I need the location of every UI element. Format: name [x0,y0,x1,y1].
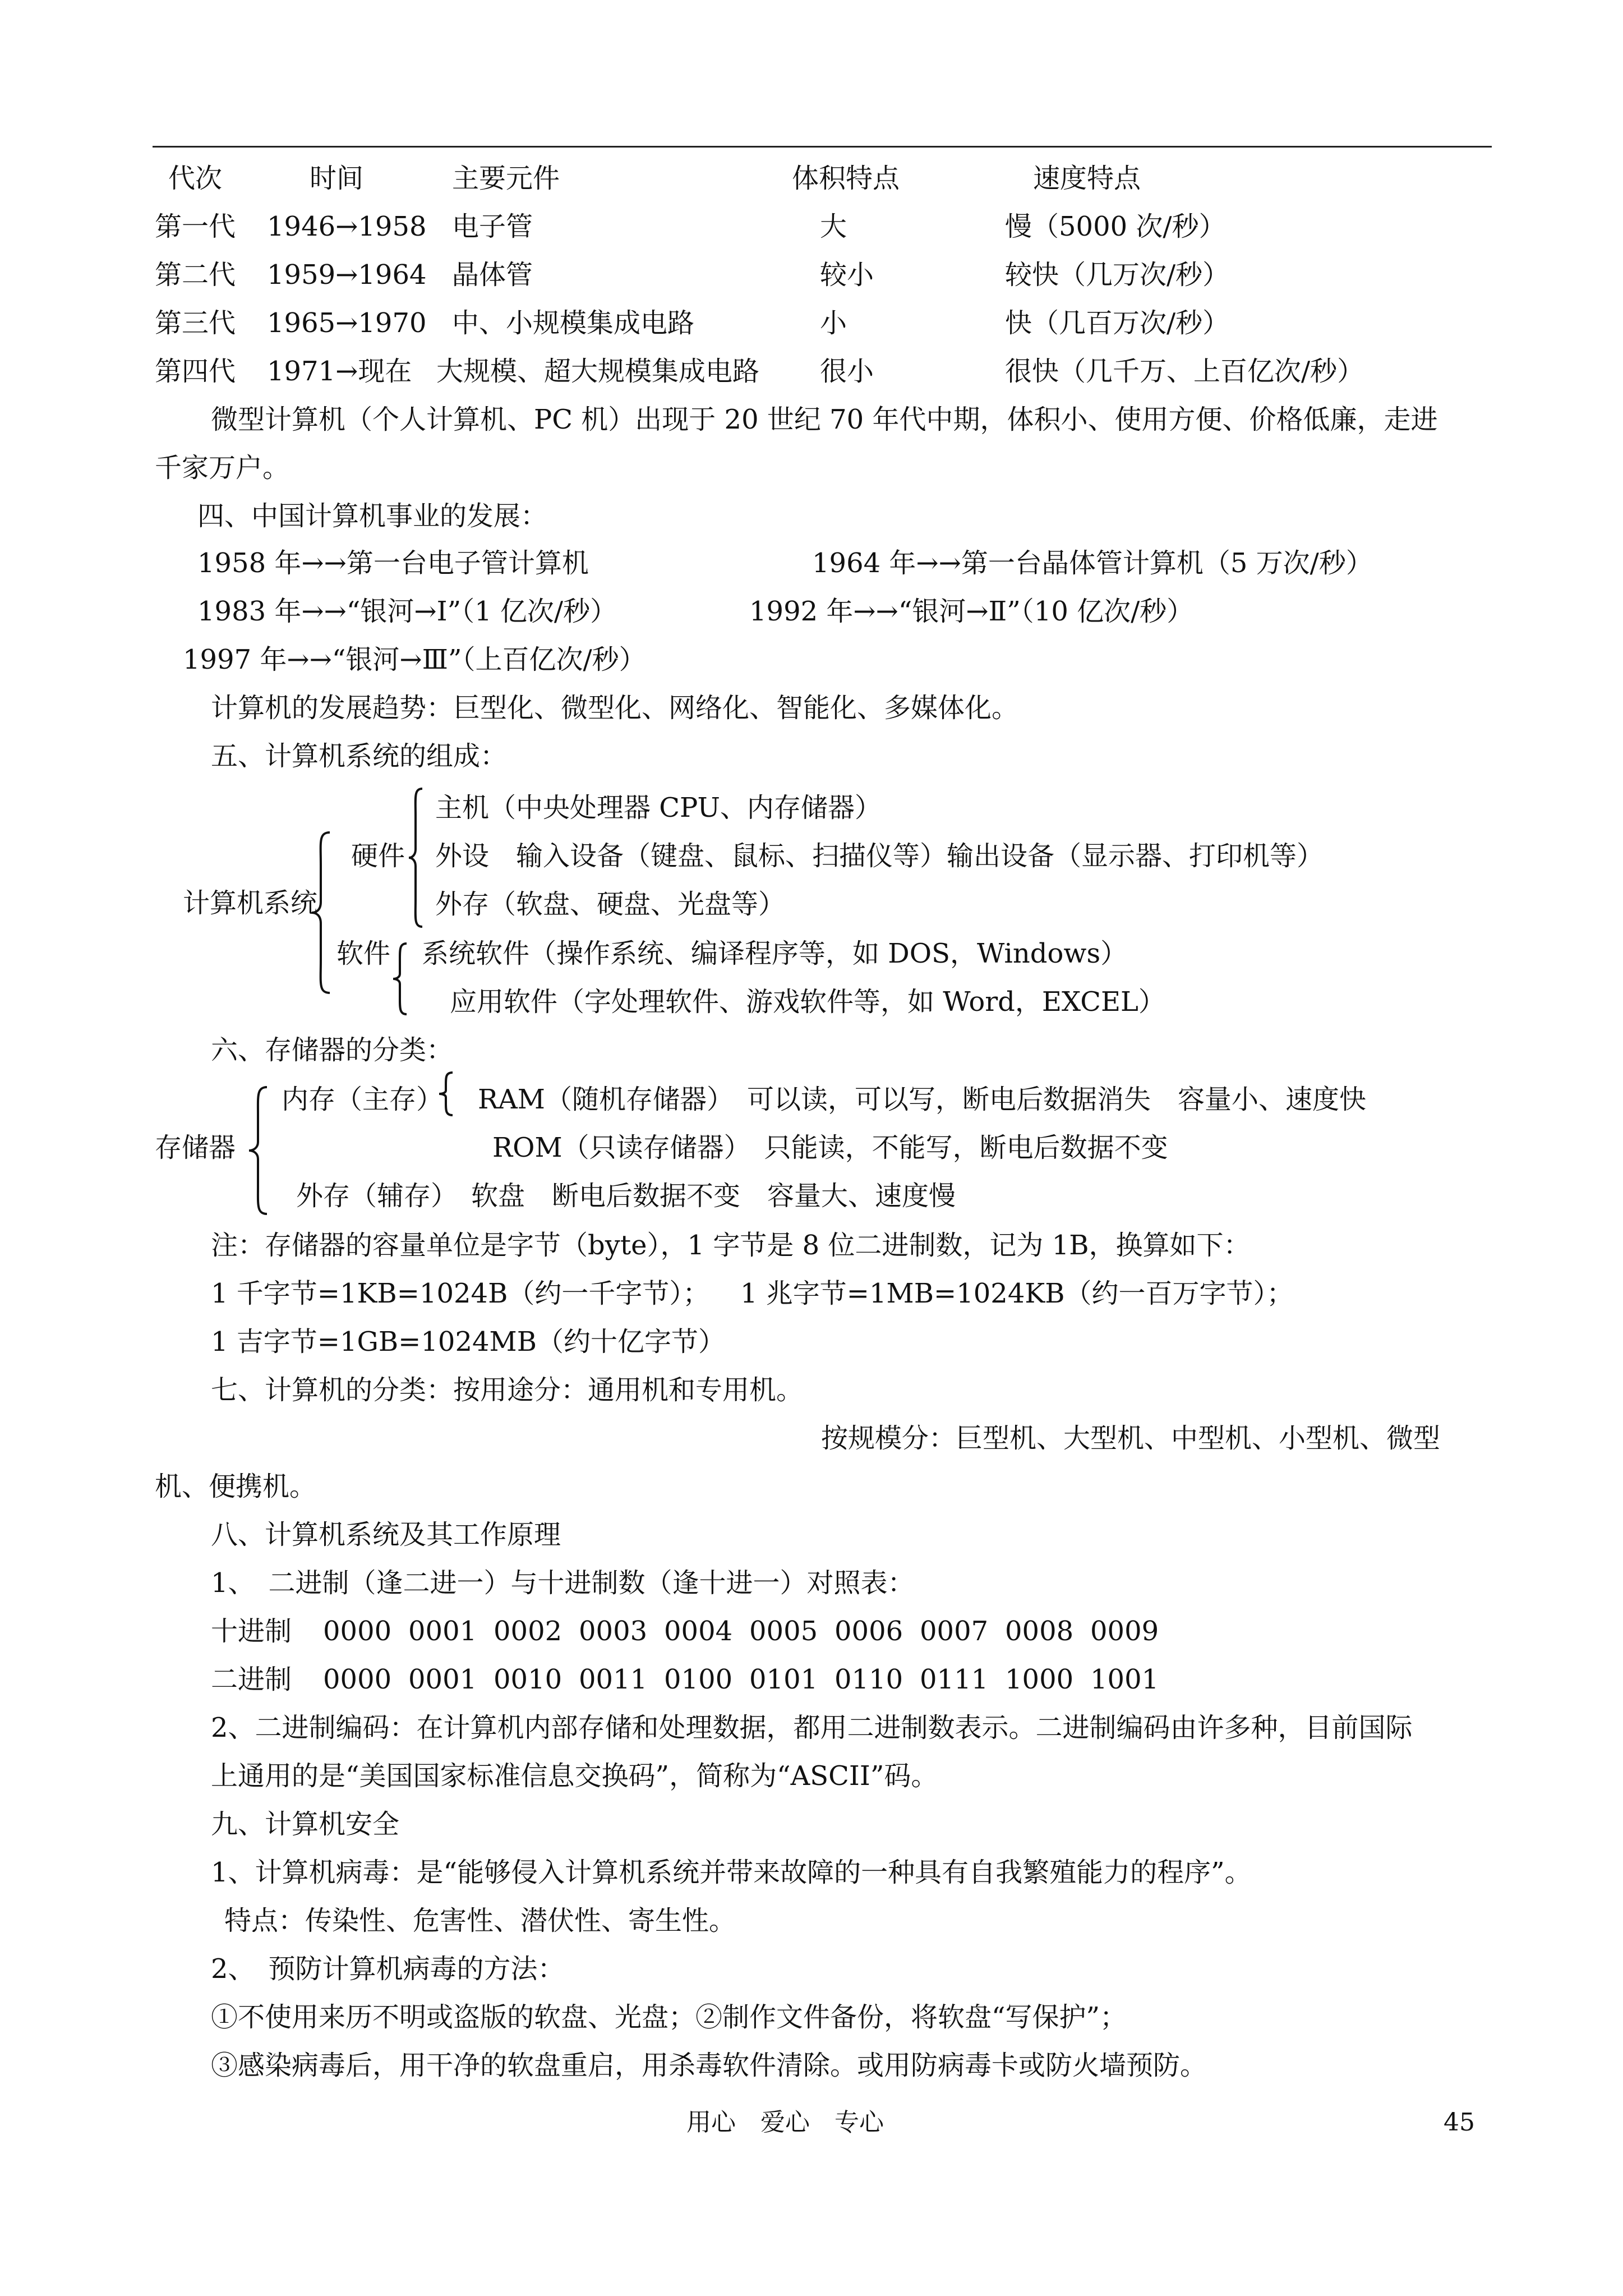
table-cell-speed: 很快（几千万、上百亿次/秒） [1005,356,1364,387]
paragraph-line: 特点：传染性、危害性、潜伏性、寄生性。 [224,1905,736,1936]
tree-leaf: 外设 输入设备（键盘、鼠标、扫描仪等）输出设备（显示器、打印机等） [435,840,1324,872]
paragraph-line: 2、二进制编码：在计算机内部存储和处理数据，都用二进制数表示。二进制编码由许多种，目前国际 [211,1712,1413,1743]
tree-branch-label: 外存（辅存） 软盘 断电后数据不变 容量大、速度慢 [296,1180,956,1212]
paragraph-line: 微型计算机（个人计算机、PC 机）出现于 20 世纪 70 年代中期，体积小、使用方便、价格低廉，走进 [211,404,1438,435]
table-cell-time: 1959→1964 [267,259,427,291]
left-brace [391,942,408,1015]
table-cell-component: 大规模、超大规模集成电路 [436,356,760,387]
table-cell-time: 1971→现在 [267,356,412,387]
table-cell-component: 电子管 [452,211,533,242]
binary-table-cell: 0101 [749,1664,818,1695]
paragraph-line: 千家万户。 [155,452,290,484]
binary-table-cell: 0007 [920,1616,989,1647]
header-rule [153,146,1492,148]
table-cell-size: 大 [820,211,847,242]
left-brace [310,831,332,994]
binary-table-cell: 0008 [1005,1616,1074,1647]
paragraph-line: 2、 预防计算机病毒的方法： [211,1953,565,1985]
binary-table-cell: 0003 [579,1616,648,1647]
paragraph-line: 上通用的是“美国国家标准信息交换码”，简称为“ASCII”码。 [211,1760,938,1792]
paragraph-line: 1 吉字节=1GB=1024MB（约十亿字节） [211,1326,725,1358]
tree-leaf: 主机（中央处理器 CPU、内存储器） [435,792,882,823]
binary-table-label: 二进制 [211,1664,292,1695]
paragraph-line: 注：存储器的容量单位是字节（byte），1 字节是 8 位二进制数，记为 1B，换算如下： [211,1230,1251,1261]
table-cell-gen: 第四代 [155,356,236,387]
milestone: 1958 年→→第一台电子管计算机 [197,547,589,579]
table-cell-gen: 第三代 [155,307,236,339]
tree-branch-label: 软件 [336,938,391,969]
tree-root-label: 存储器 [155,1132,236,1163]
left-brace [247,1086,269,1215]
binary-table-cell: 0001 [408,1664,477,1695]
table-header-size: 体积特点 [792,163,900,194]
tree-leaf: RAM（随机存储器） 可以读，可以写，断电后数据消失 容量小、速度快 [478,1084,1366,1115]
milestone: 1964 年→→第一台晶体管计算机（5 万次/秒） [812,547,1373,579]
milestone: 1997 年→→“银河→Ⅲ”（上百亿次/秒） [183,644,646,675]
tree-leaf: 外存（软盘、硬盘、光盘等） [435,889,786,920]
section-heading: 八、计算机系统及其工作原理 [211,1519,561,1550]
binary-table-cell: 1001 [1090,1664,1159,1695]
table-cell-time: 1946→1958 [267,211,427,242]
table-header-gen: 代次 [168,163,223,194]
tree-leaf: 系统软件（操作系统、编译程序等，如 DOS，Windows） [422,938,1128,969]
table-cell-speed: 较快（几万次/秒） [1005,259,1230,291]
binary-table-cell: 0009 [1090,1616,1159,1647]
tree-leaf: ROM（只读存储器） 只能读，不能写，断电后数据不变 [492,1132,1168,1163]
table-cell-speed: 慢（5000 次/秒） [1005,211,1226,242]
binary-table-cell: 0005 [749,1616,818,1647]
binary-table-cell: 0111 [920,1664,989,1695]
table-cell-size: 小 [820,307,847,339]
table-cell-component: 中、小规模集成电路 [452,307,695,339]
section-heading: 四、中国计算机事业的发展： [197,500,548,532]
binary-table-cell: 1000 [1005,1664,1074,1695]
page-number: 45 [1444,2108,1475,2137]
section-heading: 五、计算机系统的组成： [211,740,508,772]
binary-table-cell: 0100 [664,1664,733,1695]
table-header-time: 时间 [310,163,364,194]
table-cell-speed: 快（几百万次/秒） [1005,307,1230,339]
paragraph-line: 1 兆字节=1MB=1024KB（约一百万字节）； [740,1278,1294,1309]
table-cell-component: 晶体管 [452,259,533,291]
paragraph-line: 1 千字节=1KB=1024B（约一千字节）； [211,1278,710,1309]
tree-leaf: 应用软件（字处理软件、游戏软件等，如 Word，EXCEL） [450,986,1165,1018]
binary-table-label: 十进制 [211,1616,292,1647]
binary-table-cell: 0001 [408,1616,477,1647]
table-header-speed: 速度特点 [1033,163,1141,194]
table-cell-gen: 第二代 [155,259,236,291]
binary-table-cell: 0006 [834,1616,903,1647]
milestone: 1983 年→→“银河→Ⅰ”（1 亿次/秒） [197,596,617,627]
binary-table-cell: 0110 [834,1664,903,1695]
footer-motto: 用心 爱心 专心 [686,2108,884,2137]
milestone: 1992 年→→“银河→Ⅱ”（10 亿次/秒） [749,596,1194,627]
section-heading: 九、计算机安全 [211,1809,400,1840]
table-header-component: 主要元件 [452,163,560,194]
section-heading: 六、存储器的分类： [211,1034,454,1066]
table-cell-time: 1965→1970 [267,307,427,339]
tree-branch-label: 硬件 [351,840,405,872]
binary-table-cell: 0000 [323,1616,392,1647]
section-heading: 七、计算机的分类：按用途分：通用机和专用机。 [211,1374,804,1406]
table-cell-size: 较小 [820,259,874,291]
binary-table-cell: 0011 [579,1664,648,1695]
paragraph-line: ③感染病毒后，用干净的软盘重启，用杀毒软件清除。或用防病毒卡或防火墙预防。 [211,2050,1207,2081]
paragraph-line: 按规模分：巨型机、大型机、中型机、小型机、微型 [821,1423,1441,1454]
paragraph-line: 1、 二进制（逢二进一）与十进制数（逢十进一）对照表： [211,1567,915,1599]
binary-table-cell: 0002 [494,1616,562,1647]
tree-root-label: 计算机系统 [183,887,318,919]
paragraph-line: 计算机的发展趋势：巨型化、微型化、网络化、智能化、多媒体化。 [211,692,1019,724]
paragraph-line: 机、便携机。 [155,1471,317,1502]
paragraph-line: 1、计算机病毒：是“能够侵入计算机系统并带来故障的一种具有自我繁殖能力的程序”。 [211,1857,1252,1888]
tree-branch-label: 内存（主存） [282,1084,444,1115]
paragraph-line: ①不使用来历不明或盗版的软盘、光盘；②制作文件备份，将软盘“写保护”； [211,2001,1127,2033]
binary-table-cell: 0004 [664,1616,733,1647]
table-cell-gen: 第一代 [155,211,236,242]
binary-table-cell: 0000 [323,1664,392,1695]
left-brace [407,788,424,928]
binary-table-cell: 0010 [494,1664,562,1695]
left-brace [437,1071,454,1116]
table-cell-size: 很小 [820,356,874,387]
